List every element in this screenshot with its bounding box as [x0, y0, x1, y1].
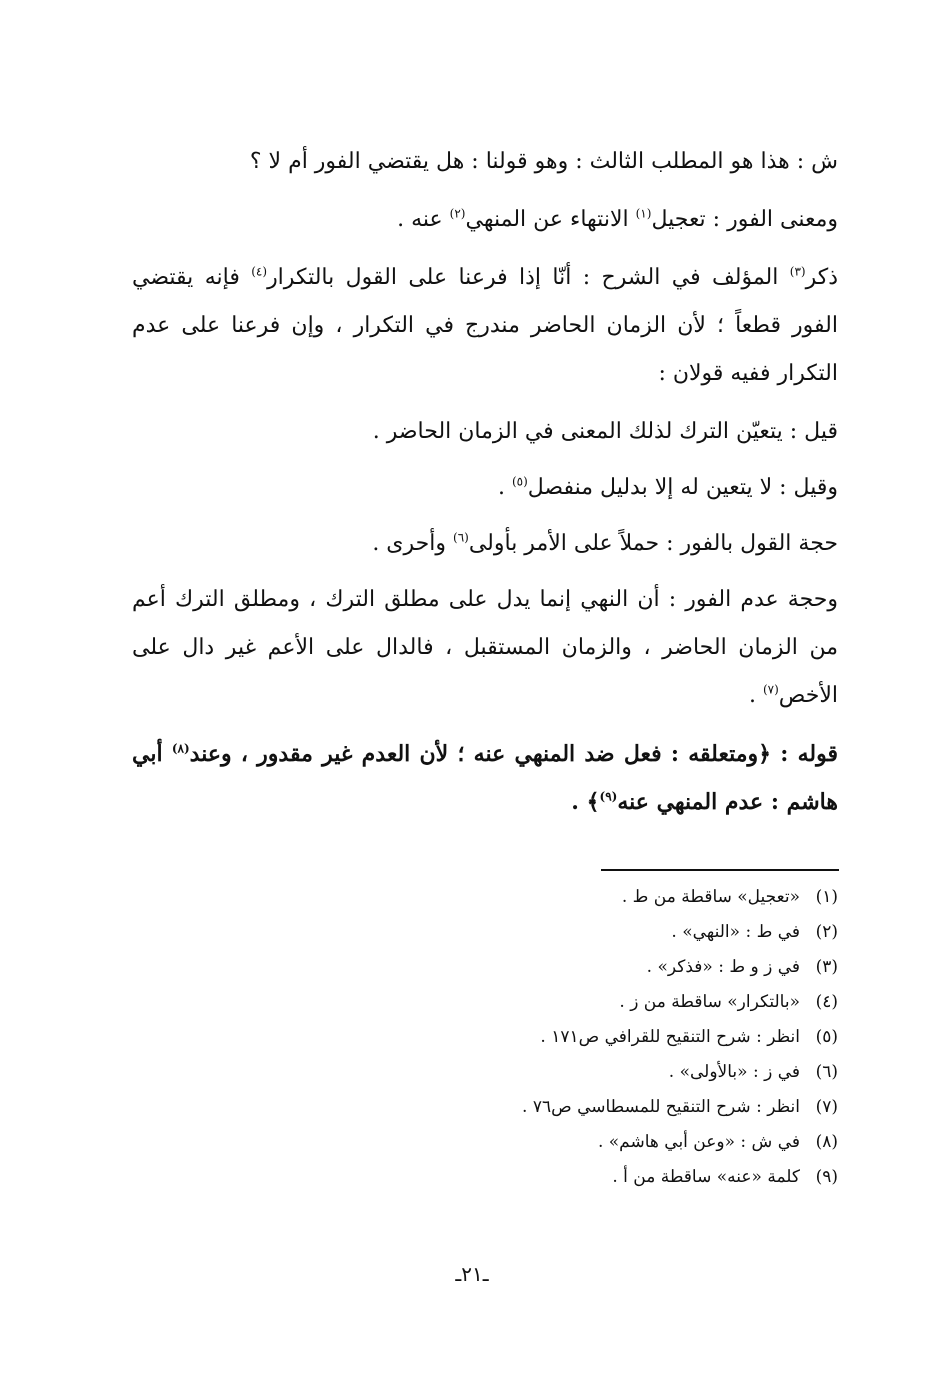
footnote-number: (٣) — [815, 957, 838, 977]
footnote-item — [438, 950, 838, 985]
footnote-divider — [601, 869, 839, 871]
footnote-item — [438, 1090, 838, 1125]
footnote-item — [438, 1020, 838, 1055]
footnote-text: كلمة «عنه» ساقطة من أ . — [612, 1167, 800, 1187]
footnote-number: (٩) — [815, 1167, 838, 1187]
page-number: ـ٢١ـ — [455, 1262, 489, 1286]
footnote-item — [438, 880, 838, 915]
footnote-number: (٥) — [815, 1027, 838, 1047]
footnote-ref[interactable]: (١) — [635, 206, 652, 221]
footnote-number: (٤) — [815, 992, 838, 1012]
paragraph-author-in-commentary: ذكر$^{(٣)}$ المؤلف في الشرح : أنّا إذا فرعنا على القول بالتكرار$^{(٤)}$ فإنه يقتضي الفور قطعاً ؛ لأن الزمان الحاضر مندرج في التكرار ، وإن فرعنا على عدم التكرار ففيه قولان : — [132, 264, 838, 386]
footnote-item — [438, 985, 838, 1020]
footnote-number: (٧) — [815, 1097, 838, 1117]
footnote-ref[interactable]: (٩) — [599, 789, 618, 804]
footnote-ref[interactable]: (٤) — [251, 264, 268, 279]
footnote-ref[interactable]: (٣) — [789, 264, 806, 279]
footnote-text: في ش : «وعن أبي هاشم» . — [597, 1132, 800, 1152]
paragraph-matn-quote: قوله : ﴿ومتعلقه : فعل ضد المنهي عنه ؛ لأن العدم غير مقدور ، وعند$^{(٨)}$ أبي هاشم : عدم المنهي عنه$^{(٩)}$﴾ . — [132, 741, 838, 815]
footnote-text: في ط : «النهي» . — [671, 922, 800, 942]
footnote-number: (٢) — [815, 922, 838, 942]
footnote-text: «بالتكرار» ساقطة من ز . — [619, 992, 800, 1012]
footnote-ref[interactable]: (٥) — [511, 474, 528, 489]
paragraph-second-opinion: وقيل : لا يتعين له إلا بدليل منفصل$^{(٥)}$ . — [497, 474, 838, 500]
footnote-text: «تعجيل» ساقطة من ط . — [621, 887, 800, 907]
footnote-item — [438, 1055, 838, 1090]
footnote-text: في ز و ط : «فذكر» . — [646, 957, 800, 977]
main-text — [132, 138, 838, 836]
paragraph-third-topic: ش : هذا هو المطلب الثالث : وهو قولنا : هل يقتضي الفور أم لا ؟ — [249, 149, 838, 174]
paragraph-first-opinion: قيل : يتعيّن الترك لذلك المعنى في الزمان الحاضر . — [372, 419, 838, 444]
footnote-ref[interactable]: (٨) — [171, 741, 190, 756]
footnote-number: (٨) — [815, 1132, 838, 1152]
footnote-text: انظر : شرح التنقيح للمسطاسي ص٧٦ . — [522, 1097, 800, 1117]
footnote-text: انظر : شرح التنقيح للقرافي ص١٧١ . — [540, 1027, 800, 1047]
footnote-ref[interactable]: (٢) — [449, 206, 466, 221]
footnote-number: (٦) — [815, 1062, 838, 1082]
paragraph-argument-for-immediacy: حجة القول بالفور : حملاً على الأمر بأولى$^{(٦)}$ وأحرى . — [372, 530, 838, 556]
footnote-item — [438, 1160, 838, 1195]
footnotes-list — [438, 880, 838, 1195]
footnote-ref[interactable]: (٧) — [762, 682, 779, 697]
footnote-item — [438, 1125, 838, 1160]
footnote-text: في ز : «بالأولى» . — [668, 1062, 800, 1082]
footnote-number: (١) — [815, 887, 838, 907]
paragraph-argument-against-immediacy: وحجة عدم الفور : أن النهي إنما يدل على مطلق الترك ، ومطلق الترك أعم من الزمان الحاضر ، والزمان المستقبل ، فالدال على الأعم غير دال على الأخص$^{(٧)}$ . — [132, 587, 838, 708]
paragraph-meaning-of-immediacy: ومعنى الفور : تعجيل$^{(١)}$ الانتهاء عن المنهي$^{(٢)}$ عنه . — [397, 206, 838, 232]
footnote-item — [438, 915, 838, 950]
footnote-ref[interactable]: (٦) — [453, 530, 469, 545]
